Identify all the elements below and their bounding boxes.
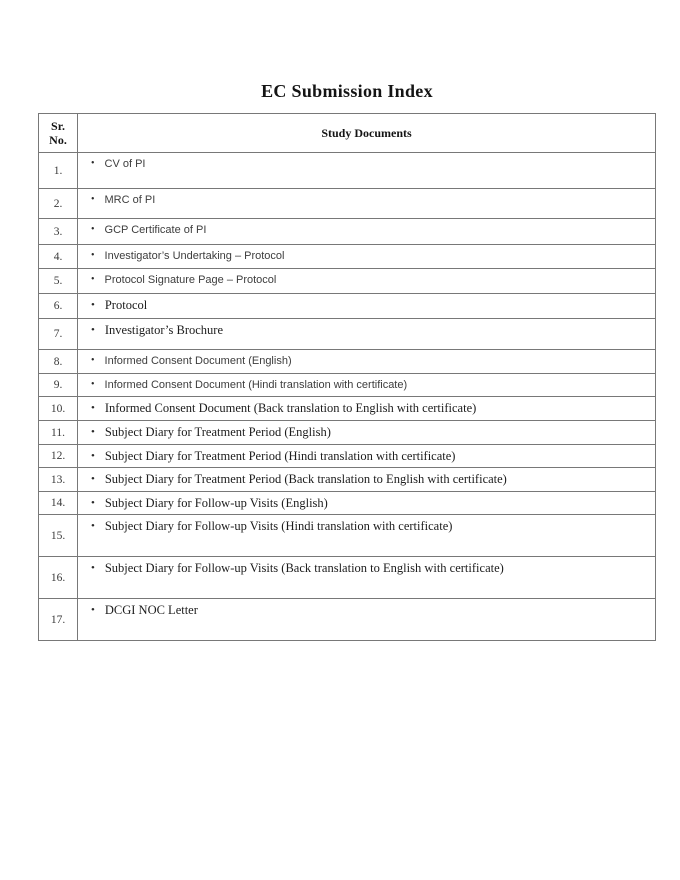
table-row [39, 599, 656, 641]
header-study-documents: Study Documents [78, 114, 656, 153]
bullet-icon: • [91, 604, 95, 616]
bullet-icon: • [91, 562, 95, 574]
document-label: Subject Diary for Follow-up Visits (English) [104, 496, 328, 510]
document-label: Subject Diary for Follow-up Visits (Hindi translation with certificate) [104, 519, 453, 533]
row-document-cell [78, 468, 656, 492]
row-document-cell [78, 269, 656, 294]
row-number: 6. [39, 294, 78, 319]
document-label: Protocol Signature Page – Protocol [104, 274, 277, 286]
list-item [91, 273, 651, 288]
bullet-icon: • [91, 194, 95, 205]
list-item [91, 193, 651, 208]
row-document-cell [78, 557, 656, 599]
table-row [39, 269, 656, 294]
document-label: Informed Consent Document (English) [104, 355, 292, 367]
document-label: Protocol [104, 298, 148, 312]
table-body [39, 153, 656, 641]
row-document-cell [78, 515, 656, 557]
list-item [91, 425, 651, 440]
row-number: 12. [39, 445, 78, 468]
table-row [39, 374, 656, 397]
table-row [39, 219, 656, 245]
row-document-cell [78, 599, 656, 641]
bullet-icon: • [91, 379, 95, 390]
document-label: Subject Diary for Follow-up Visits (Back translation to English with certificate) [104, 561, 504, 575]
list-item [91, 298, 651, 313]
list-item [91, 496, 651, 511]
list-item [91, 401, 651, 416]
table-row [39, 421, 656, 445]
table-row [39, 294, 656, 319]
list-item [91, 323, 651, 338]
row-document-cell [78, 319, 656, 350]
list-item [91, 449, 651, 464]
table-row [39, 515, 656, 557]
list-item [91, 157, 651, 172]
bullet-icon: • [91, 224, 95, 235]
page-title: EC Submission Index [261, 81, 433, 101]
bullet-icon: • [91, 324, 95, 336]
header-sr-no-line2: No. [49, 133, 67, 147]
list-item [91, 519, 651, 534]
row-document-cell [78, 153, 656, 189]
document-label: GCP Certificate of PI [104, 224, 207, 236]
document-label: Subject Diary for Treatment Period (English) [104, 425, 331, 439]
row-number: 14. [39, 492, 78, 515]
bullet-icon: • [91, 473, 95, 485]
list-item [91, 354, 651, 369]
row-number: 4. [39, 245, 78, 269]
bullet-icon: • [91, 450, 95, 462]
row-document-cell [78, 245, 656, 269]
row-number: 11. [39, 421, 78, 445]
row-document-cell [78, 350, 656, 374]
table-row [39, 153, 656, 189]
list-item [91, 249, 651, 264]
row-document-cell [78, 219, 656, 245]
document-label: Informed Consent Document (Back translation to English with certificate) [104, 401, 477, 415]
table-row [39, 189, 656, 219]
bullet-icon: • [91, 299, 95, 311]
bullet-icon: • [91, 158, 95, 169]
document-label: MRC of PI [104, 194, 156, 206]
table-row [39, 557, 656, 599]
bullet-icon: • [91, 497, 95, 509]
row-number: 13. [39, 468, 78, 492]
row-number: 10. [39, 397, 78, 421]
table-row [39, 397, 656, 421]
row-document-cell [78, 397, 656, 421]
row-number: 9. [39, 374, 78, 397]
header-sr-no [39, 114, 78, 153]
bullet-icon: • [91, 250, 95, 261]
row-document-cell [78, 445, 656, 468]
row-number: 15. [39, 515, 78, 557]
row-document-cell [78, 189, 656, 219]
bullet-icon: • [91, 402, 95, 414]
header-sr-no-line1: Sr. [51, 119, 65, 133]
list-item [91, 561, 651, 576]
row-number: 1. [39, 153, 78, 189]
table-row [39, 350, 656, 374]
row-number: 17. [39, 599, 78, 641]
table-row [39, 468, 656, 492]
bullet-icon: • [91, 274, 95, 285]
row-document-cell [78, 421, 656, 445]
document-label: Subject Diary for Treatment Period (Back translation to English with certificate) [104, 472, 507, 486]
bullet-icon: • [91, 355, 95, 366]
row-number: 16. [39, 557, 78, 599]
list-item [91, 223, 651, 238]
table-row [39, 245, 656, 269]
document-label: Informed Consent Document (Hindi translation with certificate) [104, 379, 408, 391]
row-number: 2. [39, 189, 78, 219]
row-number: 3. [39, 219, 78, 245]
row-document-cell [78, 492, 656, 515]
document-label: Subject Diary for Treatment Period (Hindi translation with certificate) [104, 449, 456, 463]
document-label: DCGI NOC Letter [104, 603, 198, 617]
list-item [91, 378, 651, 393]
document-label: Investigator’s Undertaking – Protocol [104, 250, 285, 262]
row-number: 5. [39, 269, 78, 294]
list-item [91, 603, 651, 618]
row-number: 7. [39, 319, 78, 350]
row-number: 8. [39, 350, 78, 374]
document-label: Investigator’s Brochure [104, 323, 223, 337]
table-row [39, 492, 656, 515]
bullet-icon: • [91, 426, 95, 438]
document-label: CV of PI [104, 158, 146, 170]
table-row [39, 319, 656, 350]
row-document-cell [78, 374, 656, 397]
table-header-row [39, 114, 656, 153]
bullet-icon: • [91, 520, 95, 532]
row-document-cell [78, 294, 656, 319]
list-item [91, 472, 651, 487]
submission-index-table [38, 113, 656, 641]
table-row [39, 445, 656, 468]
